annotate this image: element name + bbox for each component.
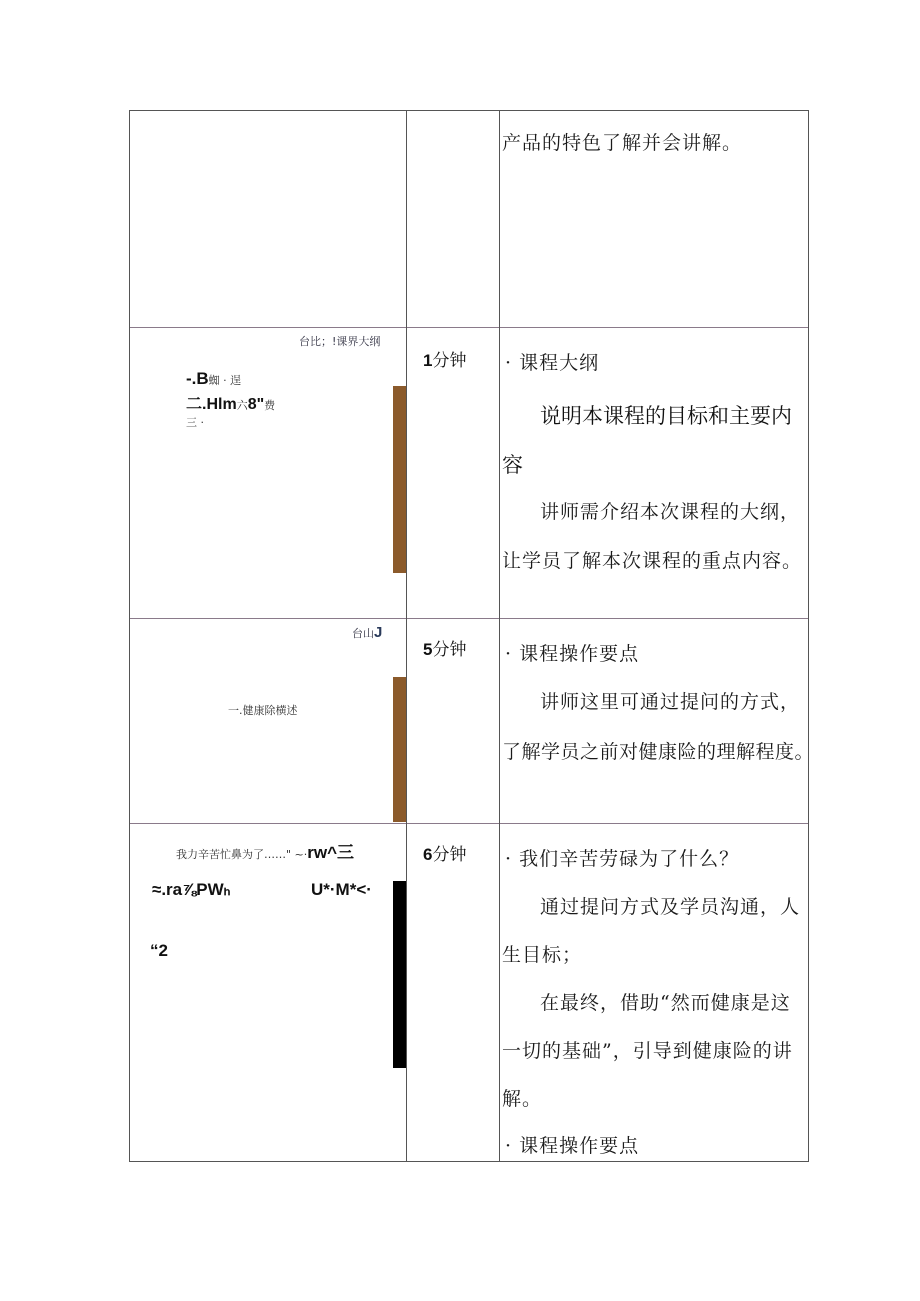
row-separator-3 [129,823,809,824]
row3-duration [423,635,466,660]
row1-content-text: 产品的特色了解并会讲解。 [502,132,743,154]
row2-duration [423,346,466,371]
slide-accent-bar [393,677,406,822]
table-top-border [129,110,809,111]
slide-line-1-bold: -.B [186,369,209,388]
row-separator-1 [129,327,809,328]
row2-duration-number: 1 [423,351,433,370]
slide-line-1 [186,369,241,389]
slide-line-2-left: ≈.ra⅞PWₕ [152,880,231,899]
row4-bullet-1: · 我们辛苦劳碌为了什么？ [505,848,740,870]
row4-duration [423,840,466,865]
row4-paragraph-2-line-3: 解。 [502,1088,543,1110]
row4-paragraph-1-line-2: 生目标； [502,944,583,966]
row4-paragraph-2-line-2: 一切的基础”，引导到健康险的讲 [502,1040,793,1062]
slide-accent-bar [393,386,406,573]
slide-title [352,622,382,641]
row3-paragraph-line-1: 讲师这里可通过提问的方式， [540,691,801,713]
row3-duration-unit: 分钟 [432,640,467,660]
slide-line-1-rest: 蜘 · 逞 [208,374,242,387]
row4-paragraph-2-line-1: 在最终，借助“然而健康是这 [540,992,791,1014]
slide-line-3: 三 · [186,416,204,429]
slide-title-bold: J [374,624,383,641]
slide-accent-bar [393,881,406,1068]
row4-duration-unit: 分钟 [432,845,467,865]
row3-duration-number: 5 [423,640,433,659]
row4-bullet-2: · 课程操作要点 [505,1135,640,1157]
row3-paragraph-line-2: 了解学员之前对健康险的理解程度。 [502,741,815,763]
slide-line-1-text: 我力辛苦忙鼻为了……" ~· [176,848,308,861]
slide-center-text: 一.健康除横述 [228,704,298,717]
slide-line-2-bold2: 8" [247,396,265,413]
column-divider-2 [499,110,500,1162]
slide-line-2-bold: 二.Hlm [186,396,237,413]
row2-paragraph-line-2: 让学员了解本次课程的重点内容。 [502,550,803,572]
row4-paragraph-1-line-1: 通过提问方式及学员沟通，人 [540,896,801,918]
column-divider-1 [406,110,407,1162]
table-bottom-border [129,1161,809,1162]
slide-title-text: 台山 [352,627,374,640]
row-separator-2 [129,618,809,619]
table-left-border [129,110,130,1162]
slide-line-2 [186,391,275,414]
slide-line-2-mid: 六 [236,399,248,412]
row2-heading-line-1: 说明本课程的目标和主要内 [540,404,792,428]
slide-line-2-rest: 费 [264,399,276,412]
row2-duration-unit: 分钟 [432,351,467,371]
row3-bullet: · 课程操作要点 [505,643,640,665]
slide-line-2-right: U*·M*<· [311,880,372,899]
row4-duration-number: 6 [423,845,433,864]
table-right-border [808,110,809,1162]
row2-paragraph-line-1: 讲师需介绍本次课程的大纲， [540,501,801,523]
row2-heading-line-2: 容 [502,453,523,477]
row2-bullet: · 课程大纲 [505,352,600,374]
slide-line-3: “2 [150,941,168,960]
slide-line-1 [176,838,354,863]
slide-title: 台比；!课界大纲 [299,335,381,348]
slide-line-1-bold: rw^三 [307,843,355,862]
